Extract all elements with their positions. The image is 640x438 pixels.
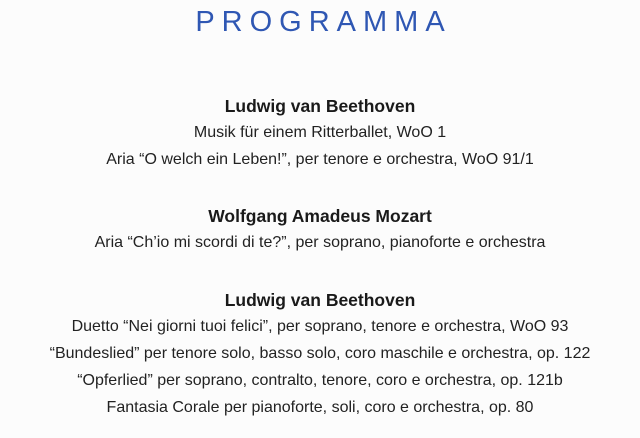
work-item: “Bundeslied” per tenore solo, basso solo, coro maschile e orchestra, op. 122 [49, 345, 591, 362]
work-item: Aria “Ch’io mi scordi di te?”, per soprano, pianoforte e orchestra [94, 234, 546, 251]
program-section-beethoven-1 [0, 93, 640, 173]
composer-name: Ludwig van Beethoven [224, 96, 416, 116]
program-section-mozart [0, 203, 640, 256]
composer-name: Ludwig van Beethoven [224, 290, 416, 310]
program-section-beethoven-2 [0, 287, 640, 421]
work-item: “Opferlied” per soprano, contralto, tenore, coro e orchestra, op. 121b [77, 372, 563, 389]
page-title: PROGRAMMA [195, 6, 452, 38]
work-item: Aria “O welch ein Leben!”, per tenore e orchestra, WoO 91/1 [106, 151, 534, 168]
work-item: Duetto “Nei giorni tuoi felici”, per soprano, tenore e orchestra, WoO 93 [71, 318, 569, 335]
work-item: Fantasia Corale per pianoforte, soli, coro e orchestra, op. 80 [106, 399, 534, 416]
work-item: Musik für einem Ritterballet, WoO 1 [193, 124, 447, 141]
composer-name: Wolfgang Amadeus Mozart [208, 206, 432, 226]
